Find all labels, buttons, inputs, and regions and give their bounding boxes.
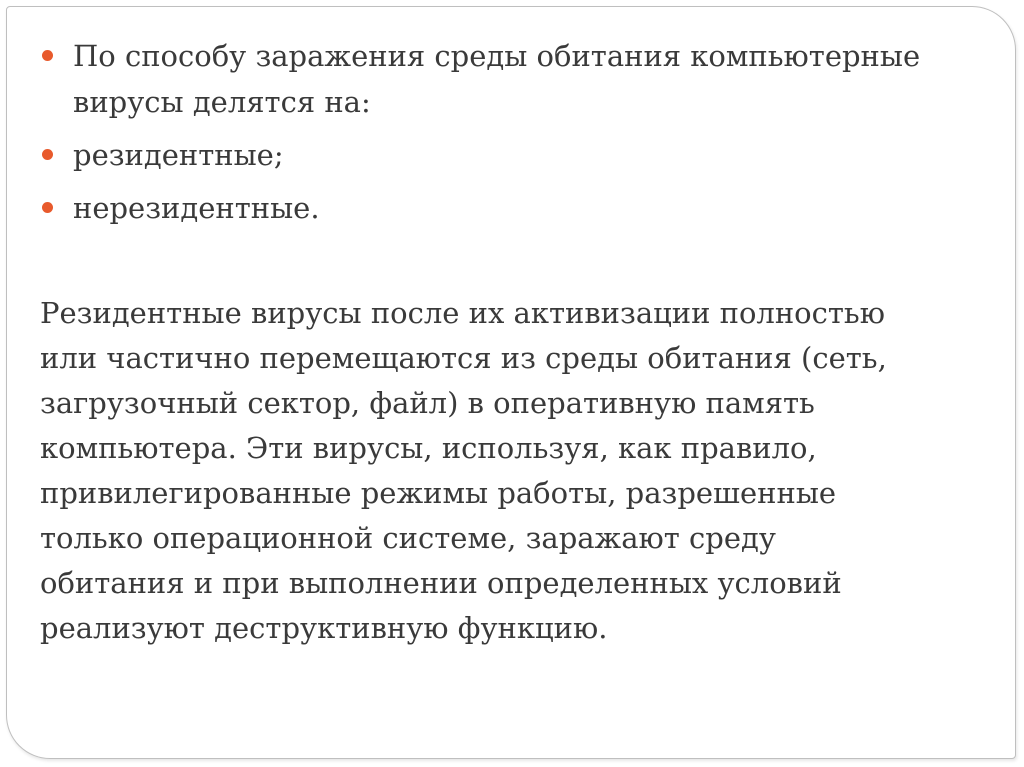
bullet-text: нерезидентные. bbox=[73, 191, 320, 225]
paragraph-line: загрузочный сектор, файл) в оперативную память bbox=[40, 386, 815, 420]
paragraph-line: Резидентные вирусы после их активизации полностью bbox=[40, 296, 885, 330]
paragraph-line: реализуют деструктивную функцию. bbox=[40, 611, 608, 645]
description-paragraph bbox=[40, 291, 990, 651]
bullet-text: резидентные; bbox=[73, 138, 284, 172]
slide-frame bbox=[6, 6, 1016, 759]
bullet-dot-icon bbox=[42, 202, 53, 213]
paragraph-line: компьютера. Эти вирусы, используя, как правило, bbox=[40, 431, 817, 465]
paragraph-line: только операционной системе, заражают среду bbox=[40, 521, 776, 555]
bullet-list bbox=[27, 33, 987, 238]
bullet-dot-icon bbox=[42, 50, 53, 61]
paragraph-line: привилегированные режимы работы, разрешенные bbox=[40, 476, 837, 510]
bullet-item bbox=[27, 33, 987, 125]
paragraph-line: обитания и при выполнении определенных условий bbox=[40, 566, 842, 600]
bullet-item bbox=[27, 132, 987, 178]
paragraph-line: или частично перемещаются из среды обитания (сеть, bbox=[40, 341, 887, 375]
bullet-text: По способу заражения среды обитания компьютерные вирусы делятся на: bbox=[73, 39, 921, 119]
bullet-dot-icon bbox=[42, 149, 53, 160]
bullet-item bbox=[27, 185, 987, 231]
